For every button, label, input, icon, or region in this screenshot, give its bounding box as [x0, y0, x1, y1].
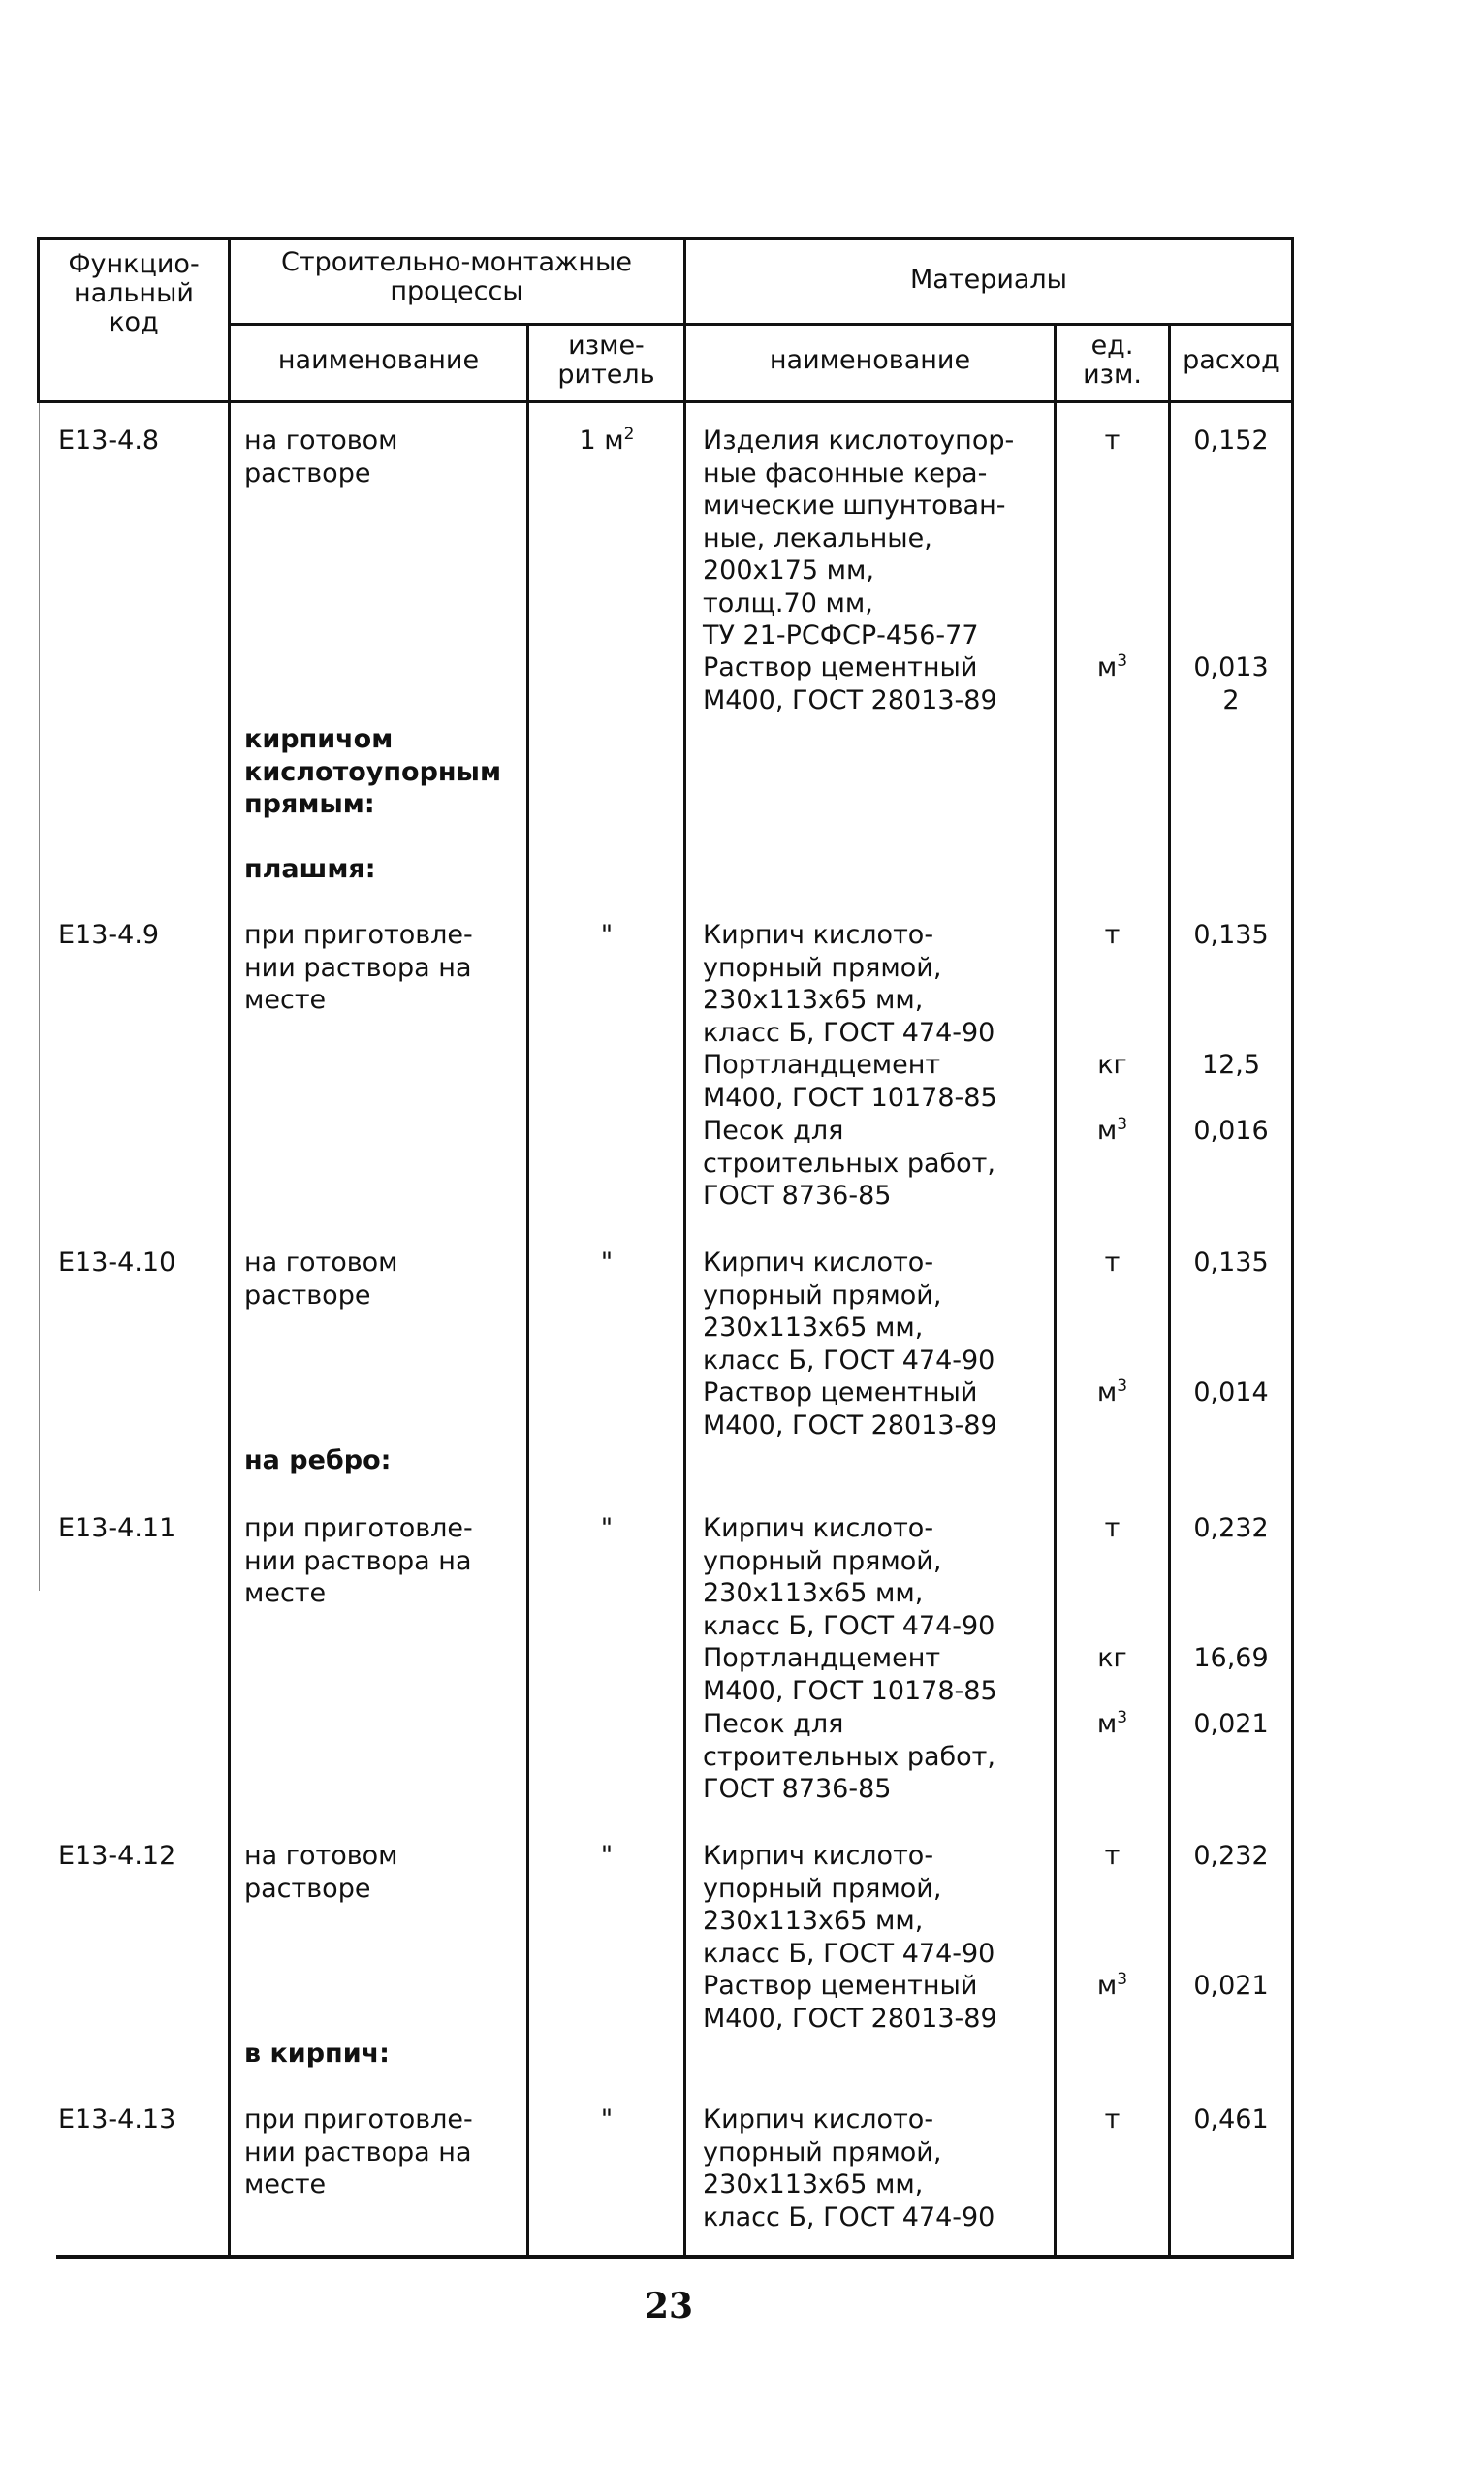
material-unit: т: [1104, 1513, 1121, 1543]
material-unit: кг: [1097, 1050, 1127, 1080]
unit-base: м: [1096, 1116, 1118, 1146]
process-cell: на готовом растворе: [244, 1841, 398, 1904]
meter-cell: [529, 425, 684, 458]
unit-base: м: [1096, 1709, 1118, 1739]
header-materials: Материалы: [910, 265, 1067, 295]
process-cell: на готовом растворе: [244, 426, 398, 489]
material-unit: [1057, 1115, 1168, 1148]
material-amount: 0,152: [1193, 426, 1269, 456]
table-top-border: [37, 237, 1294, 240]
process-cell: при приготовле- нии раствора на месте: [244, 1513, 473, 1608]
border-left: [37, 237, 40, 403]
code-cell: Е13-4.8: [58, 426, 160, 456]
material-name: Раствор цементный М400, ГОСТ 28013-89: [703, 1377, 997, 1440]
material-amount: 0,461: [1193, 2104, 1269, 2135]
border-right: [1291, 237, 1294, 2257]
unit-base: м: [1096, 652, 1118, 682]
unit-base: м: [1096, 1377, 1118, 1407]
material-amount: 0,135: [1193, 1248, 1269, 1278]
material-name: Кирпич кислото- упорный прямой, 230х113х65 мм, класс Б, ГОСТ 474-90: [703, 1841, 995, 1969]
border-left-lower: [39, 403, 40, 1591]
material-unit: [1057, 651, 1168, 684]
code-cell: Е13-4.10: [58, 1248, 176, 1278]
page-number: 23: [644, 2286, 694, 2326]
process-cell: при приготовле- нии раствора на месте: [244, 2104, 473, 2199]
meter-sup: 2: [623, 425, 635, 444]
material-name: Кирпич кислото- упорный прямой, 230х113х65 мм, класс Б, ГОСТ 474-90: [703, 1248, 995, 1376]
material-unit: т: [1104, 2104, 1121, 2135]
code-cell: Е13-4.11: [58, 1513, 176, 1543]
material-unit: т: [1104, 1248, 1121, 1278]
section-heading: кирпичом кислотоупорным прямым:: [244, 724, 502, 819]
border-unit-amount: [1168, 323, 1171, 2257]
material-amount: 0,013 2: [1193, 652, 1269, 715]
unit-sup: 3: [1117, 1970, 1128, 1989]
process-cell: на готовом растворе: [244, 1248, 398, 1311]
material-unit: т: [1104, 920, 1121, 950]
material-amount: 0,232: [1193, 1841, 1269, 1871]
material-name: Кирпич кислото- упорный прямой, 230х113х65 мм, класс Б, ГОСТ 474-90: [703, 920, 995, 1048]
header-mat-unit: ед. изм.: [1083, 331, 1142, 390]
material-amount: 0,014: [1193, 1377, 1269, 1407]
material-unit: [1057, 1376, 1168, 1409]
material-unit: [1057, 1970, 1168, 2003]
unit-sup: 3: [1117, 651, 1128, 671]
material-unit: т: [1104, 426, 1121, 456]
material-name: Изделия кислотоупор- ные фасонные кера- мические шпунтован- ные, лекальные, 200х175 мм, толщ.70 мм, ТУ 21-РСФСР-456-77: [703, 426, 1015, 650]
process-cell: при приготовле- нии раствора на месте: [244, 920, 473, 1015]
material-name: Портландцемент М400, ГОСТ 10178-85: [703, 1643, 997, 1706]
meter-cell: ": [600, 1513, 614, 1543]
unit-base: м: [1096, 1971, 1118, 2001]
material-unit: т: [1104, 1841, 1121, 1871]
material-unit: [1057, 1708, 1168, 1741]
material-name: Кирпич кислото- упорный прямой, 230х113х65 мм, класс Б, ГОСТ 474-90: [703, 2104, 995, 2232]
border-name-meter: [526, 323, 529, 2257]
meter-cell: ": [600, 1248, 614, 1278]
header-proc-meter: изме- ритель: [557, 331, 655, 390]
material-amount: 0,021: [1193, 1709, 1269, 1739]
unit-sup: 3: [1117, 1115, 1128, 1134]
material-amount: 0,135: [1193, 920, 1269, 950]
header-mat-name: наименование: [769, 345, 971, 375]
material-name: Кирпич кислото- упорный прямой, 230х113х65 мм, класс Б, ГОСТ 474-90: [703, 1513, 995, 1641]
header-mid-border: [228, 323, 1294, 326]
meter-cell: ": [600, 1841, 614, 1871]
border-code-process: [228, 237, 231, 2257]
material-amount: 0,021: [1193, 1971, 1269, 2001]
code-cell: Е13-4.12: [58, 1841, 176, 1871]
section-heading: плашмя:: [244, 854, 376, 884]
header-bottom-border: [37, 400, 1294, 403]
material-amount: 16,69: [1193, 1643, 1269, 1673]
material-name: Песок для строительных работ, ГОСТ 8736-85: [703, 1709, 995, 1804]
unit-sup: 3: [1117, 1708, 1128, 1727]
code-cell: Е13-4.9: [58, 920, 160, 950]
header-processes: Строительно-монтажные процессы: [281, 247, 632, 306]
section-heading: в кирпич:: [244, 2039, 390, 2069]
header-proc-name: наименование: [277, 345, 480, 375]
material-name: Портландцемент М400, ГОСТ 10178-85: [703, 1050, 997, 1113]
material-name: Раствор цементный М400, ГОСТ 28013-89: [703, 652, 997, 715]
material-amount: 12,5: [1201, 1050, 1261, 1080]
material-amount: 0,016: [1193, 1116, 1269, 1146]
meter-cell: ": [600, 2104, 614, 2135]
material-unit: кг: [1097, 1643, 1127, 1673]
unit-sup: 3: [1117, 1376, 1128, 1396]
border-matname-unit: [1054, 323, 1057, 2257]
material-amount: 0,232: [1193, 1513, 1269, 1543]
material-name: Раствор цементный М400, ГОСТ 28013-89: [703, 1971, 997, 2034]
material-name: Песок для строительных работ, ГОСТ 8736-85: [703, 1116, 995, 1211]
header-func-code: Функцио- нальный код: [68, 249, 200, 337]
meter-cell: ": [600, 920, 614, 950]
section-heading: на ребро:: [244, 1445, 392, 1475]
header-mat-amount: расход: [1183, 345, 1279, 375]
meter-value: 1 м: [579, 426, 624, 456]
code-cell: Е13-4.13: [58, 2104, 176, 2135]
table-bottom-border: [56, 2255, 1294, 2259]
